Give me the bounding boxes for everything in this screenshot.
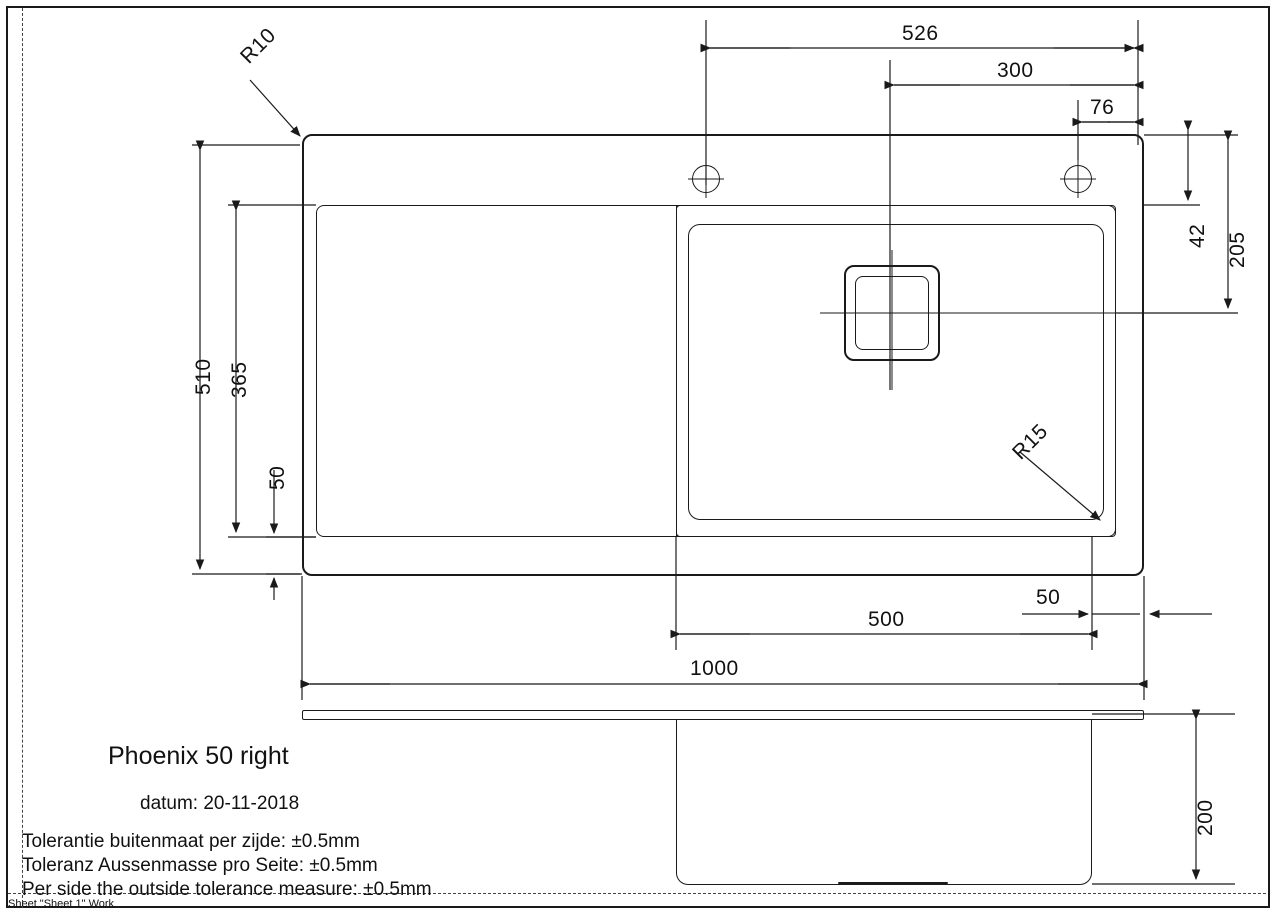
radius-r15-label: R15 <box>1008 419 1053 465</box>
dim-50-left: 50 <box>266 465 289 490</box>
dim-500: 500 <box>868 608 905 631</box>
tap-hole-left <box>692 165 720 193</box>
dim-1000: 1000 <box>690 657 739 680</box>
tap-hole-right <box>1064 165 1092 193</box>
dim-300: 300 <box>997 59 1034 82</box>
drawing-title: Phoenix 50 right <box>108 742 289 770</box>
radius-r10-label: R10 <box>236 23 281 69</box>
dim-205: 205 <box>1226 231 1249 268</box>
margin-dashed-left <box>22 8 23 908</box>
drainer-bowl-divider <box>676 205 677 537</box>
tolerance-note-nl: Tolerantie buitenmaat per zijde: ±0.5mm <box>22 831 360 852</box>
drawing-date: datum: 20-11-2018 <box>140 793 300 814</box>
dim-50-right: 50 <box>1036 586 1061 609</box>
dim-42: 42 <box>1186 223 1209 248</box>
tolerance-note-de: Toleranz Aussenmasse pro Seite: ±0.5mm <box>22 855 378 876</box>
tolerance-note-en: Per side the outside tolerance measure: ±0.5mm <box>22 879 432 900</box>
front-view-bowl-bottom-detail <box>838 882 948 884</box>
front-view-bowl <box>676 720 1092 885</box>
dim-200: 200 <box>1194 799 1217 836</box>
dim-510: 510 <box>192 358 215 395</box>
dim-526: 526 <box>902 22 939 45</box>
dim-365: 365 <box>228 361 251 398</box>
sheet-footer: Sheet "Sheet 1" Work <box>8 898 115 910</box>
drain-inner <box>855 276 929 350</box>
front-view-rim <box>302 710 1144 720</box>
dim-76: 76 <box>1090 96 1115 119</box>
